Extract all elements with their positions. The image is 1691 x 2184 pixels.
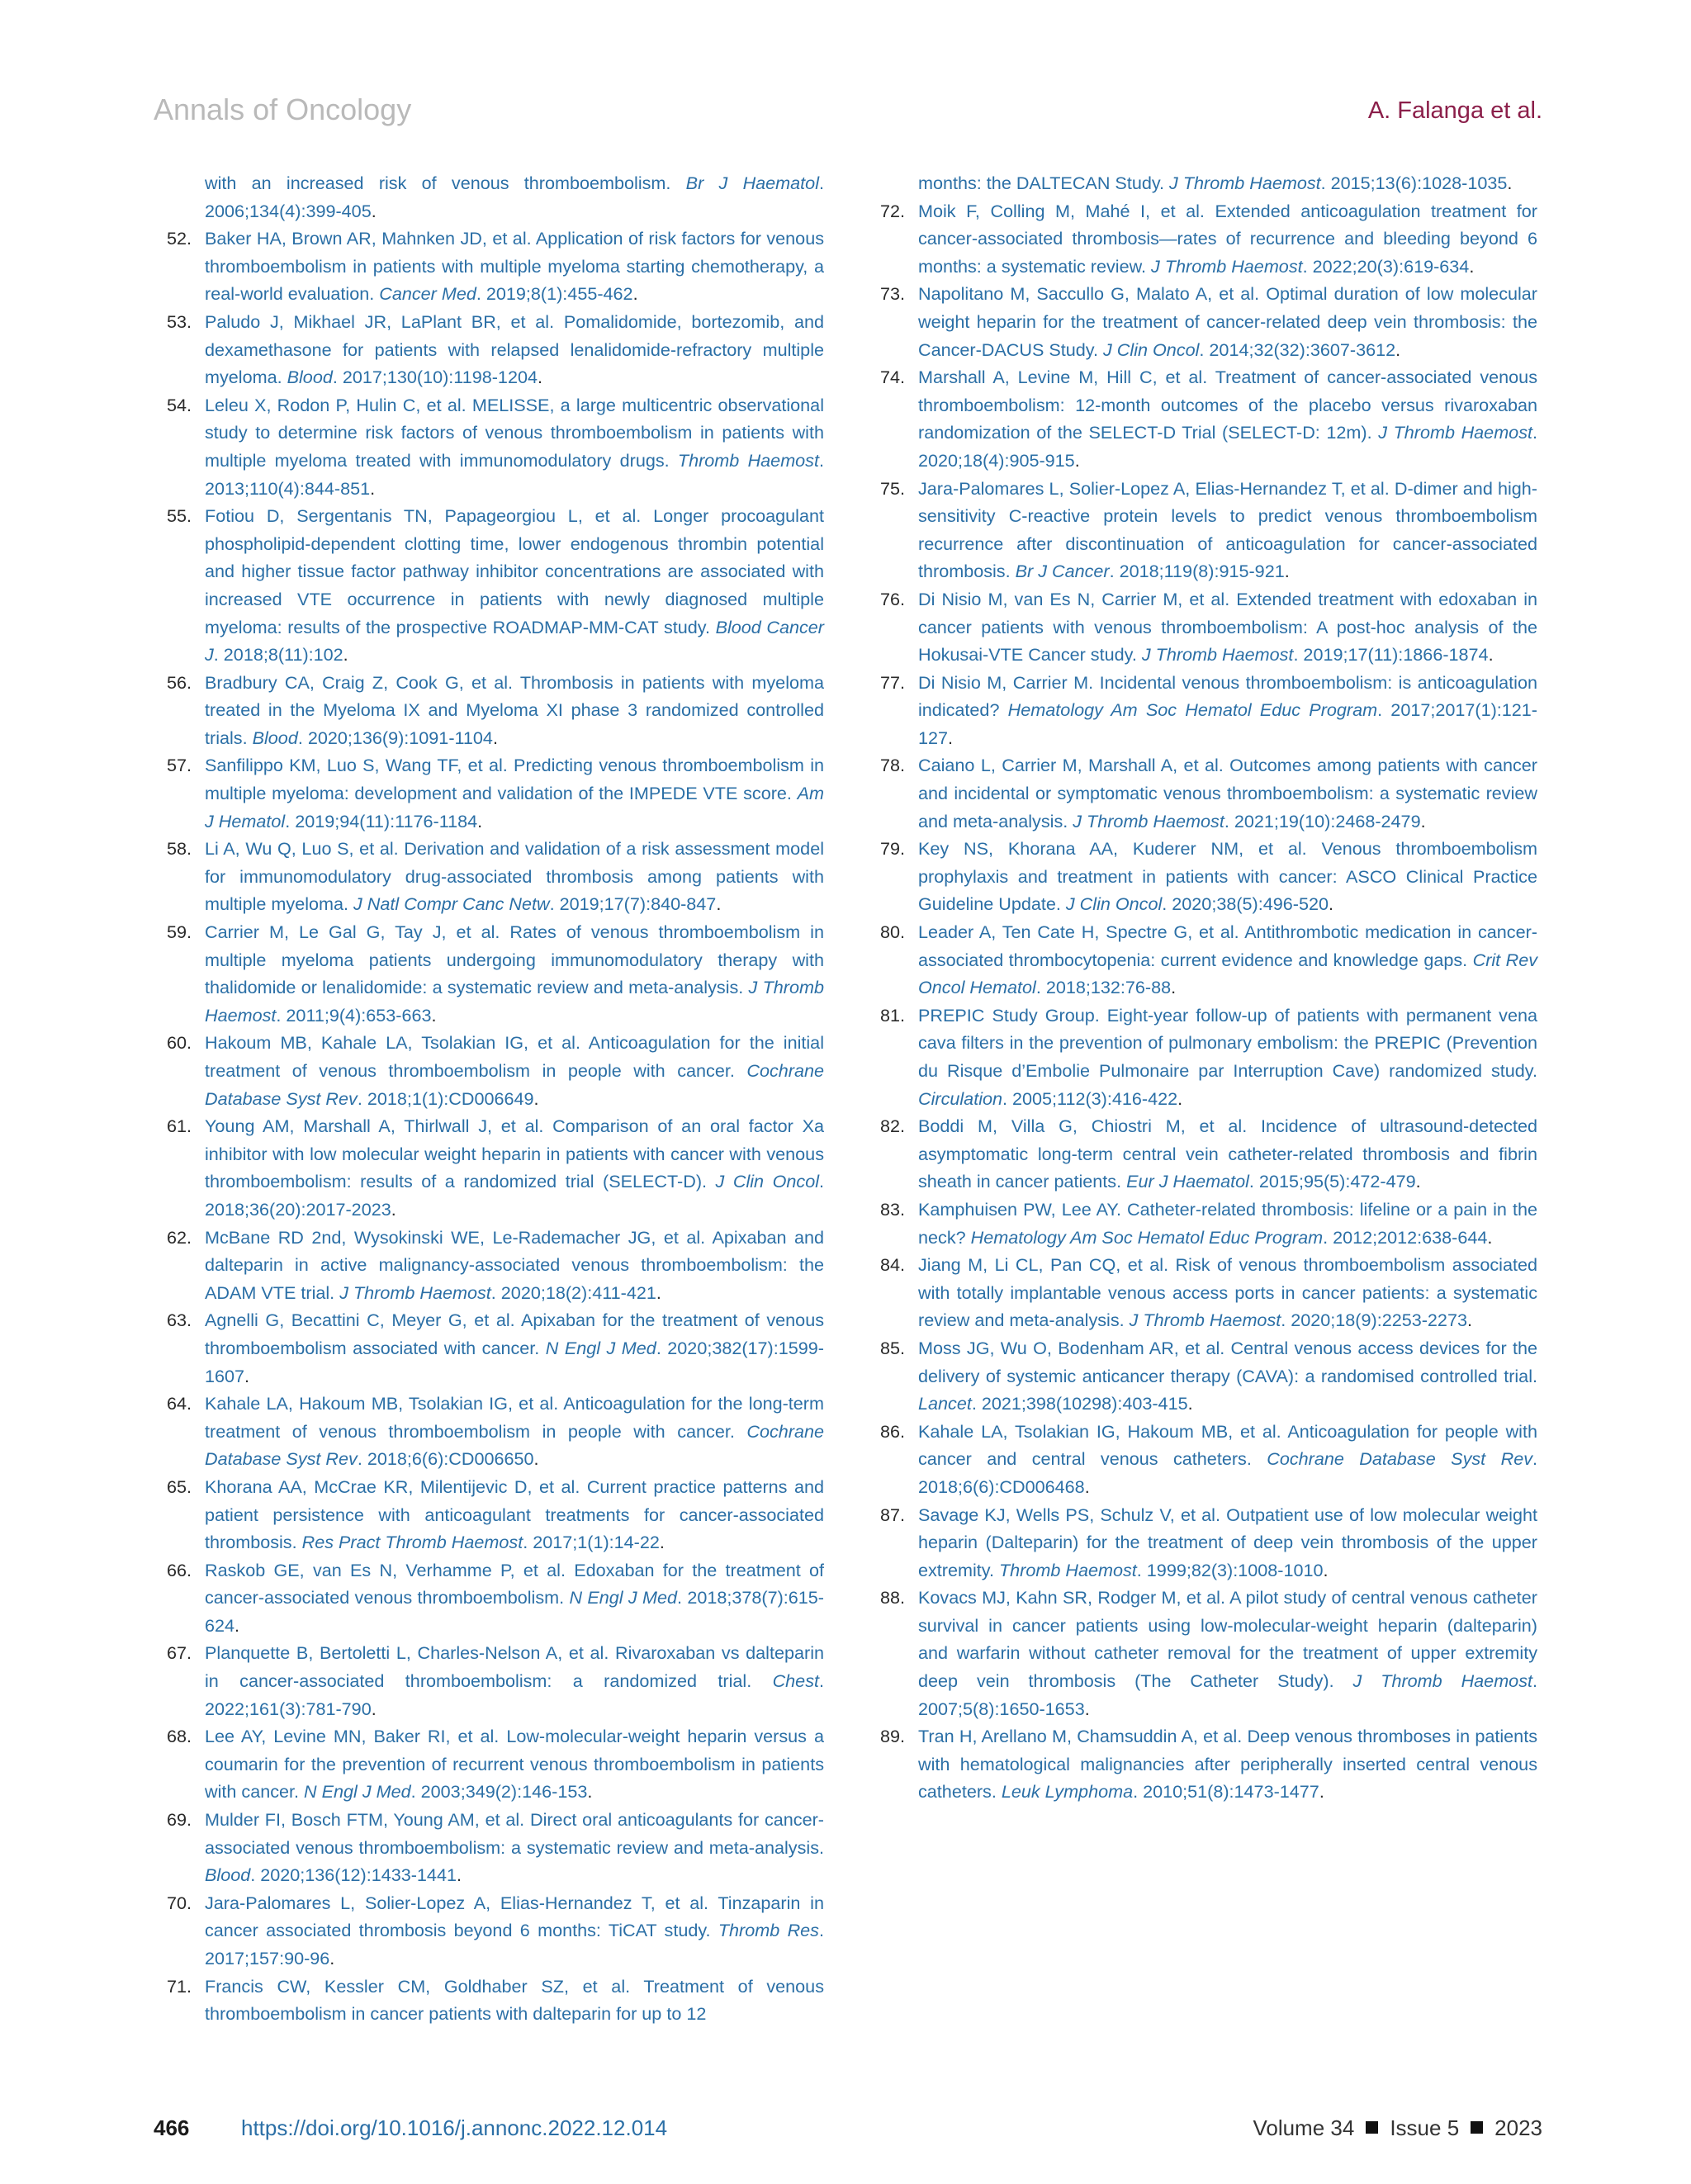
reference-entry	[867, 751, 1537, 835]
reference-citation: . 2020;18(4):905-915	[918, 422, 1537, 471]
reference-citation: . 2018;8(11):102	[213, 644, 343, 666]
reference-text: Di Nisio M, Carrier M. Incidental venous thromboembolism: is anticoagulation indicated?	[918, 671, 1537, 721]
reference-link[interactable]	[918, 1726, 1537, 1802]
reference-journal: J Clin Oncol	[1065, 893, 1163, 915]
reference-journal: Cochrane Database Syst Rev	[1267, 1448, 1532, 1470]
reference-period: .	[716, 893, 722, 915]
reference-number: 81.	[879, 1004, 905, 1026]
reference-entry	[154, 1973, 824, 2028]
reference-entry	[154, 669, 824, 752]
reference-entry	[154, 225, 824, 308]
reference-entry	[867, 835, 1537, 918]
reference-entry	[867, 1584, 1537, 1722]
reference-text: Francis CW, Kessler CM, Goldhaber SZ, et al. Treatment of venous thromboembolism in cancer patients with dalteparin for up to 12	[205, 1975, 824, 2025]
reference-link[interactable]	[205, 672, 824, 748]
reference-period: .	[329, 1948, 335, 1968]
reference-period: .	[948, 727, 954, 748]
reference-number: 68.	[166, 1726, 192, 1747]
reference-number: 62.	[166, 1226, 192, 1248]
reference-citation: . 2017;130(10):1198-1204	[332, 367, 538, 388]
reference-journal: Blood Cancer J	[205, 616, 824, 666]
reference-link[interactable]	[918, 1116, 1537, 1191]
reference-journal: J Thromb Haemost	[339, 1282, 491, 1303]
reference-citation: . 2020;136(9):1091-1104	[297, 727, 493, 748]
reference-link[interactable]	[918, 1587, 1537, 1718]
reference-link[interactable]	[205, 1227, 824, 1303]
reference-text: Moik F, Colling M, Mahé I, et al. Extended anticoagulation treatment for cancer-associated thrombosis—rates of recurrence and bleeding beyond 6 months: a systematic review.	[918, 200, 1537, 277]
reference-number: 84.	[879, 1254, 905, 1276]
reference-journal: J Clin Oncol	[715, 1171, 820, 1192]
reference-citation: . 2020;18(2):411-421	[490, 1282, 656, 1303]
reference-entry	[154, 502, 824, 669]
reference-journal: Am J Hematol	[205, 783, 824, 831]
reference-number: 83.	[879, 1198, 905, 1220]
reference-journal: Blood	[287, 367, 333, 388]
reference-journal: N Engl J Med	[304, 1781, 411, 1803]
reference-number: 58.	[166, 838, 192, 860]
reference-citation: . 2020;136(12):1433-1441	[250, 1864, 457, 1886]
year: 2023	[1494, 2115, 1542, 2140]
reference-journal: Cancer Med	[379, 283, 476, 305]
doi-link[interactable]: https://doi.org/10.1016/j.annonc.2022.12.014	[241, 2115, 668, 2140]
reference-citation: . 2010;51(8):1473-1477	[1133, 1781, 1319, 1803]
reference-link[interactable]	[918, 1254, 1537, 1330]
reference-period: .	[1328, 893, 1333, 915]
reference-entry	[867, 1722, 1537, 1806]
reference-journal: J Thromb Haemost	[1352, 1670, 1532, 1692]
reference-citation: . 2014;32(32):3607-3612	[1199, 339, 1396, 360]
reference-link[interactable]	[205, 311, 824, 387]
reference-citation: . 2015;13(6):1028-1035	[1320, 173, 1508, 193]
reference-journal: Crit Rev Oncol Hematol	[918, 949, 1537, 998]
reference-number: 75.	[879, 477, 905, 499]
reference-text: Jara-Palomares L, Solier-Lopez A, Elias-Hernandez T, et al. D-dimer and high-sensitivity C-reactive protein levels to predict venous thromboembolism recurrence after discontinuation of anticoagulation for cancer-associated thrombosis.	[918, 477, 1537, 582]
reference-journal: J Thromb Haemost	[205, 977, 824, 1026]
reference-number: 57.	[166, 755, 192, 776]
reference-journal: Blood	[252, 727, 298, 748]
reference-entry	[154, 835, 824, 918]
reference-link[interactable]	[205, 755, 824, 831]
references-right-column	[867, 169, 1537, 1806]
reference-journal: J Thromb Haemost	[1378, 422, 1532, 443]
reference-journal: Eur J Haematol	[1126, 1171, 1249, 1192]
reference-number: 63.	[166, 1310, 192, 1331]
reference-period: .	[1469, 255, 1475, 277]
reference-text: Li A, Wu Q, Luo S, et al. Derivation and validation of a risk assessment model for immunomodulatory drug-associated thrombosis among patients with multiple myeloma.	[205, 838, 824, 915]
reference-number: 69.	[166, 1809, 192, 1831]
reference-period: .	[1415, 1171, 1421, 1192]
reference-text: with an increased risk of venous thromboembolism.	[205, 173, 686, 193]
reference-journal: Res Pract Thromb Haemost	[301, 1532, 523, 1553]
reference-text: Sanfilippo KM, Luo S, Wang TF, et al. Predicting venous thromboembolism in multiple myeloma: development and validation of the IMPEDE VTE score.	[205, 755, 824, 804]
reference-number: 76.	[879, 588, 905, 609]
reference-citation: . 2011;9(4):653-663	[276, 1004, 432, 1026]
reference-entry	[867, 475, 1537, 585]
reference-number: 55.	[166, 505, 192, 527]
reference-citation: . 2022;20(3):619-634	[1302, 255, 1470, 277]
reference-link[interactable]	[205, 921, 824, 1026]
reference-link[interactable]	[205, 1893, 824, 1968]
reference-entry	[154, 1112, 824, 1223]
reference-entry	[154, 1224, 824, 1307]
reference-citation: . 2015;95(5):472-479	[1248, 1171, 1416, 1192]
reference-link[interactable]	[918, 201, 1537, 277]
reference-entry	[867, 1196, 1537, 1251]
reference-journal: N Engl J Med	[569, 1587, 677, 1608]
reference-entry	[154, 1306, 824, 1390]
reference-entry	[154, 1806, 824, 1889]
reference-period: .	[1084, 1698, 1090, 1719]
reference-text: Kahale LA, Tsolakian IG, Hakoum MB, et al. Anticoagulation for people with cancer and central venous catheters.	[918, 1420, 1537, 1470]
reference-text: McBane RD 2nd, Wysokinski WE, Le-Rademacher JG, et al. Apixaban and dalteparin in active malignancy-associated venous thromboembolism: the ADAM VTE trial.	[205, 1226, 824, 1303]
reference-period: .	[477, 810, 483, 831]
reference-citation: . 2017;2017(1):121-127	[918, 699, 1537, 748]
reference-period: .	[431, 1004, 437, 1026]
reference-text: Di Nisio M, van Es N, Carrier M, et al. Extended treatment with edoxaban in cancer patients with venous thromboembolism: A post-hoc analysis of the Hokusai-VTE Cancer study.	[918, 588, 1537, 666]
reference-period: .	[537, 367, 542, 388]
reference-citation: . 2006;134(4):399-405	[205, 173, 824, 221]
reference-citation: . 2019;94(11):1176-1184	[285, 810, 478, 831]
reference-number: 54.	[166, 394, 192, 415]
reference-link[interactable]	[205, 1032, 824, 1108]
reference-link[interactable]	[918, 173, 1507, 193]
reference-entry	[154, 308, 824, 391]
reference-entry	[867, 1112, 1537, 1196]
reference-link[interactable]	[205, 1476, 824, 1552]
reference-text: Lee AY, Levine MN, Baker RI, et al. Low-molecular-weight heparin versus a coumarin for the prevention of recurrent venous thromboembolism in patients with cancer.	[205, 1726, 824, 1803]
reference-number: 73.	[879, 283, 905, 305]
reference-entry	[154, 1473, 824, 1556]
reference-journal: Leuk Lymphoma	[1001, 1781, 1134, 1803]
reference-link[interactable]	[918, 283, 1537, 359]
reference-period: .	[1187, 1393, 1193, 1414]
reference-journal: Lancet	[918, 1393, 972, 1414]
reference-period: .	[343, 644, 348, 666]
reference-text: Tran H, Arellano M, Chamsuddin A, et al. Deep venous thromboses in patients with hematological malignancies after peripherally inserted central venous catheters.	[918, 1726, 1537, 1803]
reference-text: Leader A, Ten Cate H, Spectre G, et al. Antithrombotic medication in cancer-associated thrombocytopenia: current evidence and knowledge gaps.	[918, 921, 1537, 970]
reference-period: .	[456, 1864, 462, 1886]
reference-number: 88.	[879, 1587, 905, 1608]
reference-number: 77.	[879, 671, 905, 693]
reference-period: .	[370, 477, 376, 499]
reference-period: .	[1084, 1476, 1090, 1497]
reference-entry	[867, 1501, 1537, 1585]
reference-link[interactable]	[918, 1338, 1537, 1414]
reference-entry	[154, 169, 824, 225]
reference-link[interactable]	[205, 1809, 824, 1885]
reference-entry	[154, 1556, 824, 1640]
reference-text: Jiang M, Li CL, Pan CQ, et al. Risk of venous thromboembolism associated with totally implantable venous access ports in cancer patients: a systematic review and meta-analysis.	[918, 1254, 1537, 1331]
reference-entry	[867, 1251, 1537, 1334]
reference-link[interactable]	[205, 1976, 824, 2025]
reference-entry	[154, 751, 824, 835]
reference-number: 89.	[879, 1726, 905, 1747]
reference-period: .	[371, 200, 377, 221]
reference-link[interactable]	[205, 1560, 824, 1636]
reference-number: 52.	[166, 228, 192, 249]
reference-link[interactable]	[205, 1393, 824, 1469]
reference-link[interactable]	[205, 1726, 824, 1802]
reference-text: Boddi M, Villa G, Chiostri M, et al. Incidence of ultrasound-detected asymptomatic long-term central vein catheter-related thrombosis and fibrin sheath in cancer patients.	[918, 1116, 1537, 1192]
separator-square-icon	[1471, 2121, 1483, 2134]
reference-citation: . 2019;17(11):1866-1874	[1293, 644, 1489, 666]
reference-citation: . 2019;17(7):840-847	[549, 893, 717, 915]
reference-number: 64.	[166, 1393, 192, 1414]
reference-entry	[154, 1722, 824, 1806]
reference-journal: Circulation	[918, 1087, 1003, 1109]
reference-journal: N Engl J Med	[545, 1337, 656, 1358]
reference-number: 79.	[879, 838, 905, 860]
reference-citation: . 2022;161(3):781-790	[205, 1670, 824, 1719]
reference-period: .	[1466, 1310, 1472, 1331]
reference-link[interactable]	[918, 1421, 1537, 1497]
reference-link[interactable]	[205, 1642, 824, 1718]
reference-number: 70.	[166, 1892, 192, 1913]
reference-entry	[867, 280, 1537, 363]
reference-citation: . 2018;1(1):CD006649	[357, 1087, 534, 1109]
reference-period: .	[1177, 1087, 1183, 1109]
reference-number: 85.	[879, 1337, 905, 1358]
reference-citation: . 2018;36(20):2017-2023	[205, 1171, 825, 1220]
reference-text: Mulder FI, Bosch FTM, Young AM, et al. Direct oral anticoagulants for cancer-associated venous thromboembolism: a systematic review and meta-analysis.	[205, 1809, 824, 1858]
reference-citation: . 2018;6(6):CD006650	[357, 1448, 534, 1470]
reference-period: .	[391, 1198, 396, 1220]
reference-text: Kamphuisen PW, Lee AY. Catheter-related thrombosis: lifeline or a pain in the neck?	[918, 1198, 1537, 1248]
reference-journal: Thromb Haemost	[998, 1559, 1137, 1580]
reference-citation: . 2018;378(7):615-624	[205, 1587, 824, 1636]
reference-journal: J Thromb Haemost	[1129, 1310, 1281, 1331]
reference-text: Agnelli G, Becattini C, Meyer G, et al. Apixaban for the treatment of venous thromboembolism associated with cancer.	[205, 1310, 824, 1358]
reference-journal: J Clin Oncol	[1103, 339, 1200, 360]
reference-text: Planquette B, Bertoletti L, Charles-Nelson A, et al. Rivaroxaban vs dalteparin in cancer-associated thromboembolism: a randomized trial.	[205, 1642, 824, 1692]
reference-journal: Thromb Res	[718, 1920, 819, 1941]
reference-text: Fotiou D, Sergentanis TN, Papageorgiou L, et al. Longer procoagulant phospholipid-dependent clotting time, lower endogenous thrombin potential and higher tissue factor pathway inhibitor concentrations are associated with increased VTE occurrence in patients with newly diagnosed multiple myeloma: results of the prospective ROADMAP-MM-CAT study.	[205, 505, 824, 637]
reference-number: 80.	[879, 921, 905, 943]
reference-link[interactable]	[205, 173, 824, 221]
reference-entry	[154, 1889, 824, 1973]
reference-journal: Thromb Haemost	[677, 449, 819, 471]
reference-citation: . 2005;112(3):416-422	[1002, 1087, 1178, 1109]
reference-citation: . 2003;349(2):146-153	[410, 1781, 588, 1803]
reference-text: months: the DALTECAN Study.	[918, 173, 1170, 193]
reference-text: Kahale LA, Hakoum MB, Tsolakian IG, et al. Anticoagulation for the long-term treatment of venous thromboembolism in people with cancer.	[205, 1393, 824, 1442]
reference-journal: Chest	[772, 1670, 819, 1692]
reference-text: Kovacs MJ, Kahn SR, Rodger M, et al. A pilot study of central venous catheter survival in cancer patients using low-molecular-weight heparin (dalteparin) and warfarin without catheter removal for the treatment of upper extremity deep vein thrombosis (The Catheter Study).	[918, 1587, 1537, 1692]
reference-citation: . 2021;19(10):2468-2479	[1224, 810, 1421, 831]
reference-citation: . 2019;8(1):455-462	[476, 283, 633, 305]
reference-entry	[154, 391, 824, 502]
reference-link[interactable]	[918, 921, 1537, 997]
reference-number: 74.	[879, 367, 905, 388]
reference-journal: J Thromb Haemost	[1141, 644, 1294, 666]
reference-number: 87.	[879, 1504, 905, 1525]
issue-info	[1253, 2115, 1542, 2141]
reference-citation: . 2013;110(4):844-851	[205, 449, 824, 499]
reference-number: 60.	[166, 1032, 192, 1054]
reference-text: Leleu X, Rodon P, Hulin C, et al. MELISSE, a large multicentric observational study to determine risk factors of venous thromboembolism in patients with multiple myeloma treated with immunomodulatory drugs.	[205, 394, 824, 471]
reference-number: 71.	[166, 1975, 192, 1997]
reference-journal: J Thromb Haemost	[1169, 173, 1321, 193]
reference-citation: . 2018;132:76-88	[1035, 977, 1172, 998]
reference-period: .	[492, 727, 498, 748]
reference-journal: Br J Haematol	[685, 173, 819, 193]
reference-citation: . 2021;398(10298):403-415	[971, 1393, 1188, 1414]
reference-citation: . 1999;82(3):1008-1010	[1136, 1559, 1324, 1580]
reference-entry	[867, 669, 1537, 752]
reference-period: .	[1487, 1226, 1493, 1248]
reference-number: 65.	[166, 1476, 192, 1497]
reference-link[interactable]	[205, 228, 824, 304]
reference-link[interactable]	[918, 1504, 1537, 1580]
reference-journal: Blood	[205, 1864, 251, 1886]
reference-number: 61.	[166, 1116, 192, 1137]
issue: Issue 5	[1390, 2115, 1460, 2140]
running-authors: A. Falanga et al.	[1367, 97, 1542, 124]
reference-entry	[867, 918, 1537, 1002]
reference-citation: . 2012;2012:638-644	[1323, 1226, 1488, 1248]
reference-text: Raskob GE, van Es N, Verhamme P, et al. Edoxaban for the treatment of cancer-associated venous thromboembolism.	[205, 1559, 824, 1608]
reference-text: Bradbury CA, Craig Z, Cook G, et al. Thrombosis in patients with myeloma treated in the Myeloma IX and Myeloma XI phase 3 randomized controlled trials.	[205, 671, 824, 748]
reference-text: PREPIC Study Group. Eight-year follow-up of patients with permanent vena cava filters in the prevention of pulmonary embolism: the PREPIC (Prevention du Risque d’Embolie Pulmonaire par Interruption Cave) randomized study.	[918, 1004, 1537, 1081]
reference-period: .	[659, 1532, 665, 1553]
reference-link[interactable]	[918, 1199, 1537, 1248]
reference-period: .	[1319, 1781, 1324, 1803]
reference-text: Marshall A, Levine M, Hill C, et al. Treatment of cancer-associated venous thromboembolism: 12-month outcomes of the placebo versus rivaroxaban randomization of the SELECT-D Trial (SELECT-D: 12m).	[918, 367, 1537, 443]
reference-entry	[154, 918, 824, 1029]
reference-period: .	[1488, 644, 1494, 666]
reference-number: 53.	[166, 310, 192, 332]
volume: Volume 34	[1253, 2115, 1355, 2140]
reference-link[interactable]	[918, 589, 1537, 665]
references-left-column	[154, 169, 824, 2028]
reference-period: .	[656, 1282, 661, 1303]
reference-text: Key NS, Khorana AA, Kuderer NM, et al. Venous thromboembolism prophylaxis and treatment in patients with cancer: ASCO Clinical Practice Guideline Update.	[918, 838, 1537, 915]
reference-text: Moss JG, Wu O, Bodenham AR, et al. Central venous access devices for the delivery of systemic anticancer therapy (CAVA): a randomised controlled trial.	[918, 1337, 1537, 1386]
reference-journal: Cochrane Database Syst Rev	[205, 1060, 824, 1109]
reference-period: .	[533, 1448, 539, 1470]
reference-text: Hakoum MB, Kahale LA, Tsolakian IG, et al. Anticoagulation for the initial treatment of venous thromboembolism in people with cancer.	[205, 1032, 824, 1081]
reference-number: 66.	[166, 1559, 192, 1580]
reference-text: Napolitano M, Saccullo G, Malato A, et al. Optimal duration of low molecular weight heparin for the treatment of cancer-related deep vein thrombosis: the Cancer-DACUS Study.	[918, 283, 1537, 360]
reference-entry	[154, 1029, 824, 1112]
reference-journal: J Thromb Haemost	[1073, 810, 1224, 831]
reference-citation: . 2018;6(6):CD006468	[918, 1448, 1537, 1497]
reference-period: .	[371, 1698, 377, 1719]
reference-number: 78.	[879, 755, 905, 776]
reference-number: 59.	[166, 921, 192, 943]
reference-citation: . 2017;157:90-96	[205, 1920, 824, 1968]
reference-citation: . 2018;119(8):915-921	[1109, 561, 1285, 582]
reference-period: .	[1284, 561, 1290, 582]
reference-link[interactable]	[918, 478, 1537, 582]
reference-journal: Br J Cancer	[1015, 561, 1110, 582]
reference-link[interactable]	[205, 838, 824, 914]
reference-number: 72.	[879, 200, 905, 221]
reference-text: Caiano L, Carrier M, Marshall A, et al. Outcomes among patients with cancer and incidental or symptomatic venous thromboembolism: a systematic review and meta-analysis.	[918, 755, 1537, 831]
reference-link[interactable]	[205, 1310, 824, 1386]
reference-citation: . 2007;5(8):1650-1653	[918, 1670, 1537, 1719]
reference-citation: . 2017;1(1):14-22	[523, 1532, 660, 1553]
page-number: 466	[154, 2115, 190, 2140]
reference-period: .	[244, 1365, 250, 1386]
reference-number: 86.	[879, 1420, 905, 1442]
reference-period: .	[1171, 977, 1177, 998]
reference-number: 82.	[879, 1116, 905, 1137]
reference-text: Paludo J, Mikhael JR, LaPlant BR, et al. Pomalidomide, bortezomib, and dexamethasone for patients with relapsed lenalidomide-refractory multiple myeloma.	[205, 310, 824, 388]
reference-link[interactable]	[918, 672, 1537, 748]
reference-link[interactable]	[918, 838, 1537, 914]
reference-period: .	[1074, 449, 1080, 471]
reference-text: Baker HA, Brown AR, Mahnken JD, et al. Application of risk factors for venous thromboembolism in patients with multiple myeloma starting chemotherapy, a real-world evaluation.	[205, 228, 824, 305]
reference-journal: Hematology Am Soc Hematol Educ Program	[1007, 699, 1378, 721]
reference-entry	[867, 169, 1537, 197]
reference-citation: . 2020;18(9):2253-2273	[1281, 1310, 1467, 1331]
reference-entry	[154, 1639, 824, 1722]
reference-number: 56.	[166, 671, 192, 693]
reference-entry	[867, 1418, 1537, 1501]
reference-link[interactable]	[918, 755, 1537, 831]
reference-journal: J Natl Compr Canc Netw	[353, 893, 550, 915]
reference-text: Khorana AA, McCrae KR, Milentijevic D, et al. Current practice patterns and patient persistence with anticoagulant treatments for cancer-associated thrombosis.	[205, 1476, 824, 1553]
reference-period: .	[1420, 810, 1426, 831]
reference-period: .	[1323, 1559, 1329, 1580]
reference-period: .	[533, 1087, 539, 1109]
reference-link[interactable]	[205, 1116, 824, 1220]
reference-text: Savage KJ, Wells PS, Schulz V, et al. Outpatient use of low molecular weight heparin (Dalteparin) for the treatment of deep vein thrombosis of the upper extremity.	[918, 1504, 1537, 1580]
reference-entry	[867, 1334, 1537, 1418]
reference-link[interactable]	[205, 395, 824, 499]
reference-journal: Hematology Am Soc Hematol Educ Program	[970, 1226, 1324, 1248]
reference-entry	[867, 1002, 1537, 1112]
reference-entry	[867, 585, 1537, 669]
reference-citation: . 2020;38(5):496-520	[1162, 893, 1329, 915]
reference-text: Young AM, Marshall A, Thirlwall J, et al. Comparison of an oral factor Xa inhibitor with low molecular weight heparin in patients with cancer with venous thromboembolism: results of a randomized trial (SELECT-D).	[205, 1116, 824, 1192]
reference-journal: Cochrane Database Syst Rev	[205, 1420, 824, 1470]
reference-text: Carrier M, Le Gal G, Tay J, et al. Rates of venous thromboembolism in multiple myeloma patients undergoing immunomodulatory therapy with thalidomide or lenalidomide: a systematic review and meta-analysis.	[205, 921, 824, 998]
reference-period: .	[1507, 173, 1513, 193]
journal-title: Annals of Oncology	[154, 92, 412, 126]
reference-text: Jara-Palomares L, Solier-Lopez A, Elias-Hernandez T, et al. Tinzaparin in cancer associated thrombosis beyond 6 months: TiCAT study.	[205, 1892, 824, 1941]
reference-period: .	[587, 1781, 593, 1803]
separator-square-icon	[1366, 2121, 1378, 2134]
reference-number: 67.	[166, 1642, 192, 1664]
reference-period: .	[234, 1614, 240, 1636]
reference-entry	[867, 197, 1537, 281]
reference-entry	[867, 363, 1537, 474]
reference-period: .	[632, 283, 638, 305]
reference-link[interactable]	[918, 367, 1537, 471]
reference-journal: J Thromb Haemost	[1151, 255, 1303, 277]
reference-period: .	[1395, 339, 1401, 360]
reference-entry	[154, 1390, 824, 1473]
reference-link[interactable]	[205, 505, 824, 665]
reference-citation: . 2020;382(17):1599-1607	[205, 1337, 824, 1386]
reference-link[interactable]	[918, 1005, 1537, 1109]
